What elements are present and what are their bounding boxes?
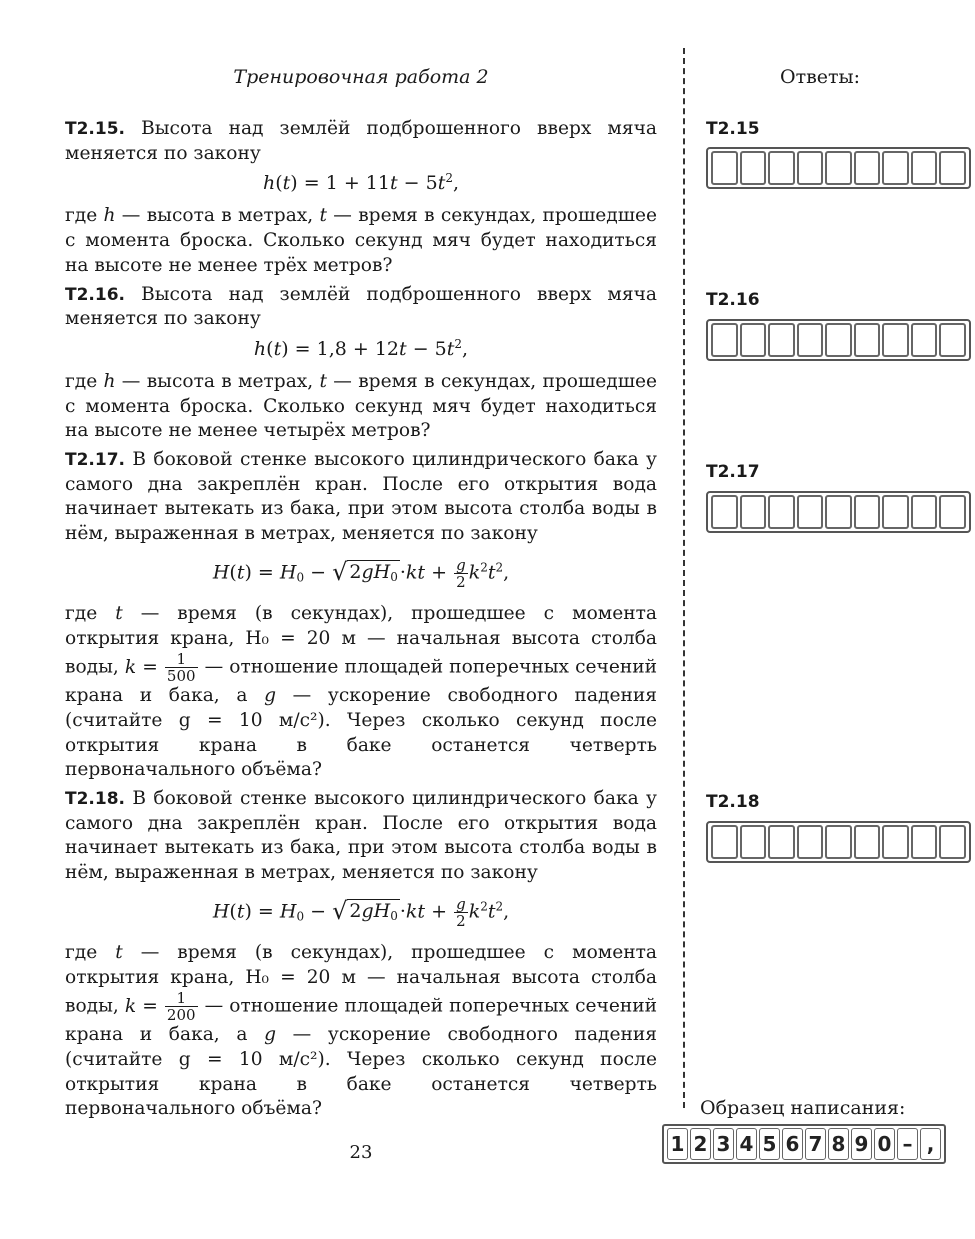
sample-glyph: 7: [805, 1128, 826, 1160]
problem-question: — время в секундах, прошедшее с момента броска. Сколько секунд мяч будет находиться на высоте не менее трёх метров?: [65, 205, 658, 276]
problem-question: ). Через сколько секунд после открытия крана в баке останется четверть первоначального объёма?: [65, 1048, 658, 1120]
sample-glyph: 6: [782, 1128, 803, 1160]
answers-column-title: Ответы:: [780, 66, 861, 88]
problem-t2-18: T2.18. В боковой стенке высокого цилиндрического бака у самого дна закреплён кран. После его открытия вода начинает вытекать из бака, при этом высота столба воды в нём, выраженная в метрах, меняется по закону $H(t) = H_0$ − √ $2gH_0 \cdot kt$ + $\frac{g}{2}$ $k^2t^2$, где t — время (в секундах), прошедшее с момента открытия крана, H₀ = 20 м — начальная высота столба воды, k = $\frac{1}{200}$ — отношение площадей поперечных сечений крана и бака, а g — ускорение свободного падения (считайте g = 10 м/c²). Через сколько секунд после открытия крана в баке останется четверть первоначального объёма?: [65, 788, 658, 1120]
answer-label-t2-17: T2.17: [706, 462, 760, 482]
problem-id: T2.17.: [65, 450, 125, 471]
sample-writing-row: [662, 1124, 946, 1164]
answer-label-t2-15: T2.15: [706, 119, 760, 139]
page-number: 23: [349, 1142, 373, 1163]
sample-glyph: 3: [713, 1128, 734, 1160]
g-value: g = 10 м/c²: [178, 1048, 318, 1070]
problem-intro: В боковой стенке высокого цилиндрического бака у самого дна закреплён кран. После его открытия вода начинает вытекать из бака, при этом высота столба воды в нём, выраженная в метрах, меняется по закону: [65, 788, 657, 884]
sample-glyph: 2: [690, 1128, 711, 1160]
problem-formula: $H(t) = H_0$ − √ $2gH_0 \cdot kt$ + $\frac{g}{2}$ $k^2t^2$,: [212, 894, 510, 930]
sample-glyph: 1: [667, 1128, 688, 1160]
sample-glyph: ,: [920, 1128, 941, 1160]
problem-intro: Высота над землёй подброшенного вверх мяча меняется по закону: [65, 283, 657, 330]
sample-glyph: 0: [874, 1128, 895, 1160]
page-header-title: Тренировочная работа 2: [233, 66, 489, 88]
sample-glyph: 9: [851, 1128, 872, 1160]
cut-line-divider: [683, 48, 685, 1108]
problem-formula: $H(t) = H_0$ − √ $2gH_0 \cdot kt$ + $\frac{g}{2}$ $k^2t^2$,: [212, 555, 510, 591]
problem-id: T2.15.: [65, 119, 125, 139]
problem-question: ). Через сколько секунд после открытия крана в баке останется четверть первоначального объёма?: [65, 709, 658, 781]
problem-t2-16: T2.16. Высота над землёй подброшенного вверх мяча меняется по закону $h(t) = 1,8 + 12t - 5t^2$, где h — высота в метрах, t — время в секундах, прошедшее с момента броска. Сколько секунд мяч будет находиться на высоте не менее четырёх метров?: [65, 283, 658, 442]
answer-field-t2-16[interactable]: [706, 319, 971, 361]
initial-height: H₀ = 20 м: [245, 627, 356, 649]
sample-glyph: 5: [759, 1128, 780, 1160]
problem-question: — время в секундах, прошедшее с момента броска. Сколько секунд мяч будет находиться на высоте не менее четырёх метров?: [65, 370, 658, 442]
answer-field-t2-17[interactable]: [706, 491, 971, 533]
g-value: g = 10 м/c²: [178, 709, 318, 731]
k-ratio: k = $\frac{1}{500}$: [124, 650, 196, 686]
problem-id: T2.18.: [65, 789, 125, 810]
answer-label-t2-16: T2.16: [706, 290, 760, 310]
problem-id: T2.16.: [65, 284, 125, 305]
problem-t2-15: T2.15. Высота над землёй подброшенного вверх мяча меняется по закону $h(t) = 1 + 11t - 5t^2$, где h — высота в метрах, t — время в секундах, прошедшее с момента броска. Сколько секунд мяч будет находиться на высоте не менее трёх метров?: [65, 118, 658, 276]
sample-glyph: 8: [828, 1128, 849, 1160]
problem-intro: В боковой стенке высокого цилиндрического бака у самого дна закреплён кран. После его открытия вода начинает вытекать из бака, при этом высота столба воды в нём, выраженная в метрах, меняется по закону: [65, 449, 657, 545]
k-ratio: k = $\frac{1}{200}$: [124, 989, 196, 1025]
problem-t2-17: T2.17. В боковой стенке высокого цилиндрического бака у самого дна закреплён кран. После его открытия вода начинает вытекать из бака, при этом высота столба воды в нём, выраженная в метрах, меняется по закону $H(t) = H_0$ − √ $2gH_0 \cdot kt$ + $\frac{g}{2}$ $k^2t^2$, где t — время (в секундах), прошедшее с момента открытия крана, H₀ = 20 м — начальная высота столба воды, k = $\frac{1}{500}$ — отношение площадей поперечных сечений крана и бака, а g — ускорение свободного падения (считайте g = 10 м/c²). Через сколько секунд после открытия крана в баке останется четверть первоначального объёма?: [65, 449, 658, 781]
problems-column: [65, 117, 657, 1126]
problem-intro: Высота над землёй подброшенного вверх мяча меняется по закону: [65, 118, 657, 164]
problem-formula: $h(t) = 1,8 + 12t - 5t^2$,: [253, 336, 469, 360]
sample-glyph: 4: [736, 1128, 757, 1160]
answer-field-t2-15[interactable]: [706, 147, 971, 189]
problem-formula: $h(t) = 1 + 11t - 5t^2$,: [262, 171, 460, 195]
initial-height: H₀ = 20 м: [245, 966, 356, 988]
sample-glyph: –: [897, 1128, 918, 1160]
sample-writing-label: Образец написания:: [700, 1097, 906, 1119]
answer-label-t2-18: T2.18: [706, 792, 760, 812]
answer-field-t2-18[interactable]: [706, 821, 971, 863]
